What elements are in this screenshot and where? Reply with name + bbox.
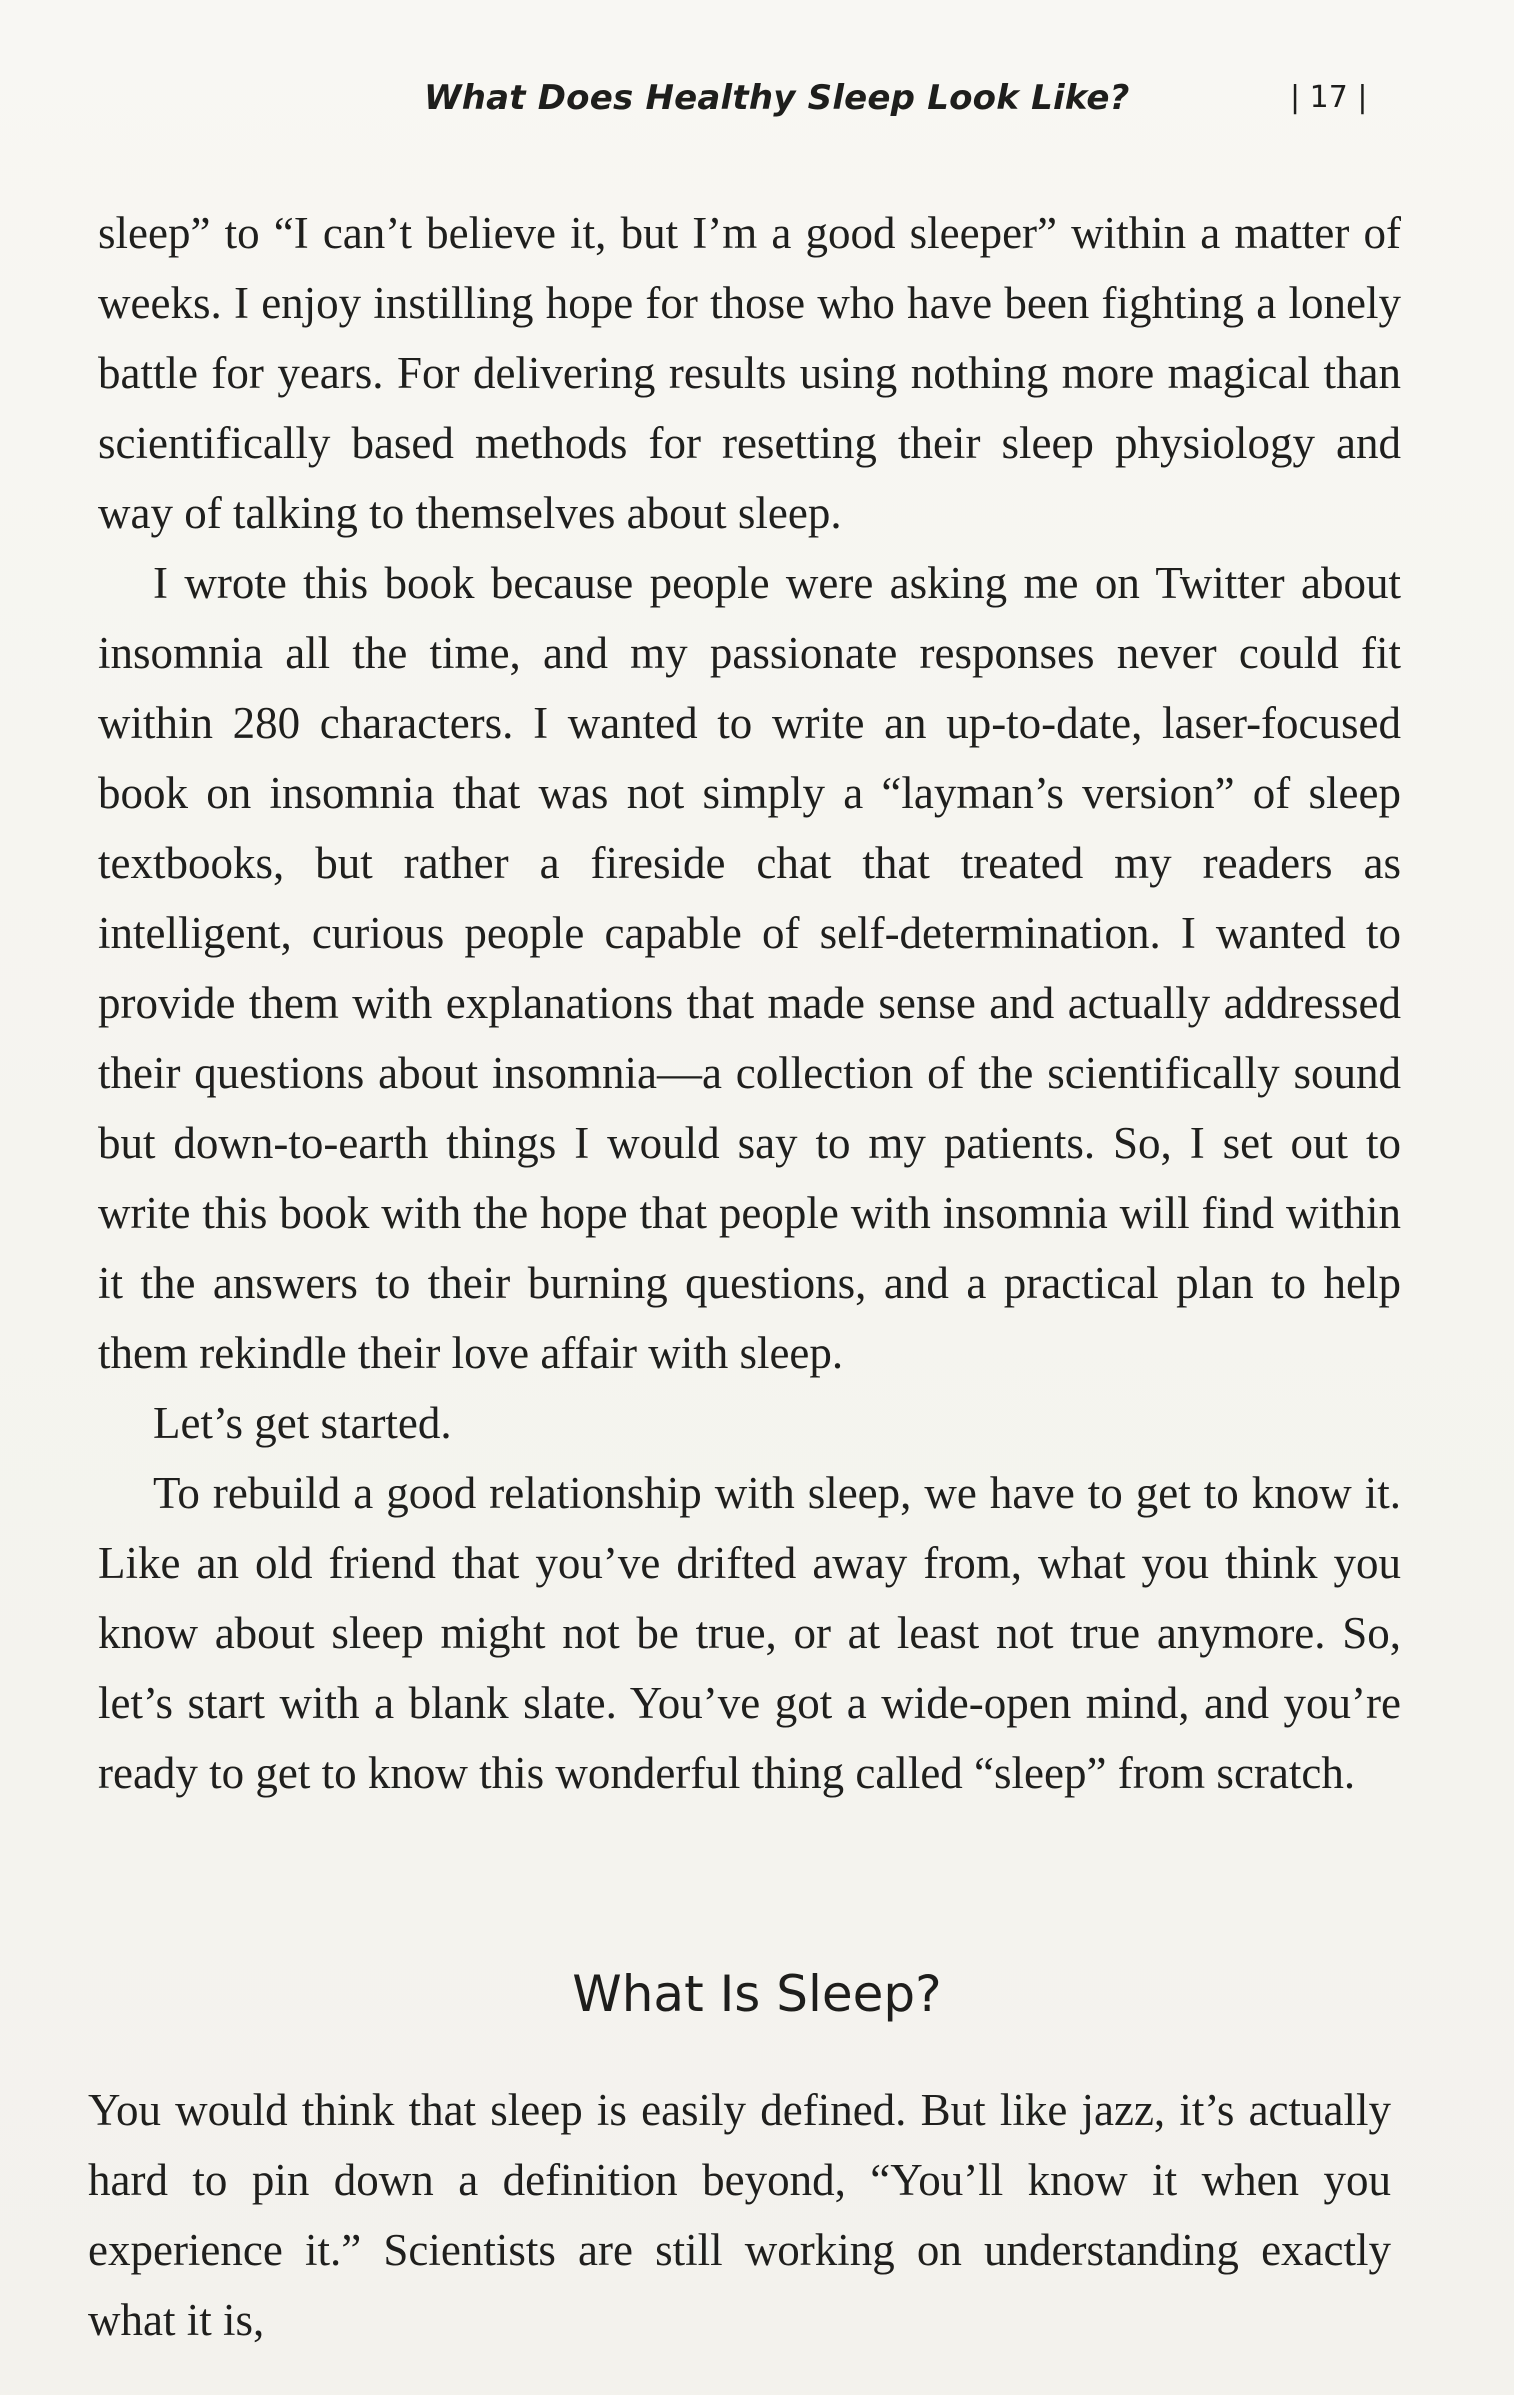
body-text	[98, 198, 1401, 1808]
section-heading: What Is Sleep?	[572, 1965, 942, 2023]
running-head	[0, 78, 1514, 128]
paragraph-continued: sleep” to “I can’t believe it, but I’m a good sleeper” within a matter of weeks. I enjoy instilling hope for those who have been fighting a lonely battle for years. For delivering results using nothing more magical than scientifically based methods for resetting their sleep physiology and way of talking to themselves about sleep.	[98, 208, 1401, 538]
paragraph-lets-get-started: Let’s get started.	[153, 1398, 452, 1448]
page-number: | 17 |	[1290, 80, 1368, 115]
section-text	[88, 2075, 1391, 2355]
paragraph-rebuild-relationship: To rebuild a good relationship with sleep, we have to get to know it. Like an old friend that you’ve drifted away from, what you think you know about sleep might not be true, or at least not true anymore. So, let’s start with a blank slate. You’ve got a wide-open mind, and you’re ready to get to know this wonderful thing called “sleep” from scratch.	[98, 1468, 1401, 1798]
paragraph-what-is-sleep: You would think that sleep is easily defined. But like jazz, it’s actually hard to pin down a definition beyond, “You’ll know it when you experience it.” Scientists are still working on understanding exactly what it is,	[88, 2085, 1391, 2345]
paragraph-book-purpose: I wrote this book because people were asking me on Twitter about insomnia all the time, and my passionate responses never could fit within 280 characters. I wanted to write an up-to-date, laser-focused book on insomnia that was not simply a “layman’s version” of sleep textbooks, but rather a fireside chat that treated my readers as intelligent, curious people capable of self-determination. I wanted to provide them with explanations that made sense and actually addressed their questions about insomnia—a collection of the scientifically sound but down-to-earth things I would say to my patients. So, I set out to write this book with the hope that people with insomnia will find within it the answers to their burning questions, and a practical plan to help them rekindle their love affair with sleep.	[98, 558, 1401, 1378]
running-title: What Does Healthy Sleep Look Like?	[424, 78, 1130, 118]
